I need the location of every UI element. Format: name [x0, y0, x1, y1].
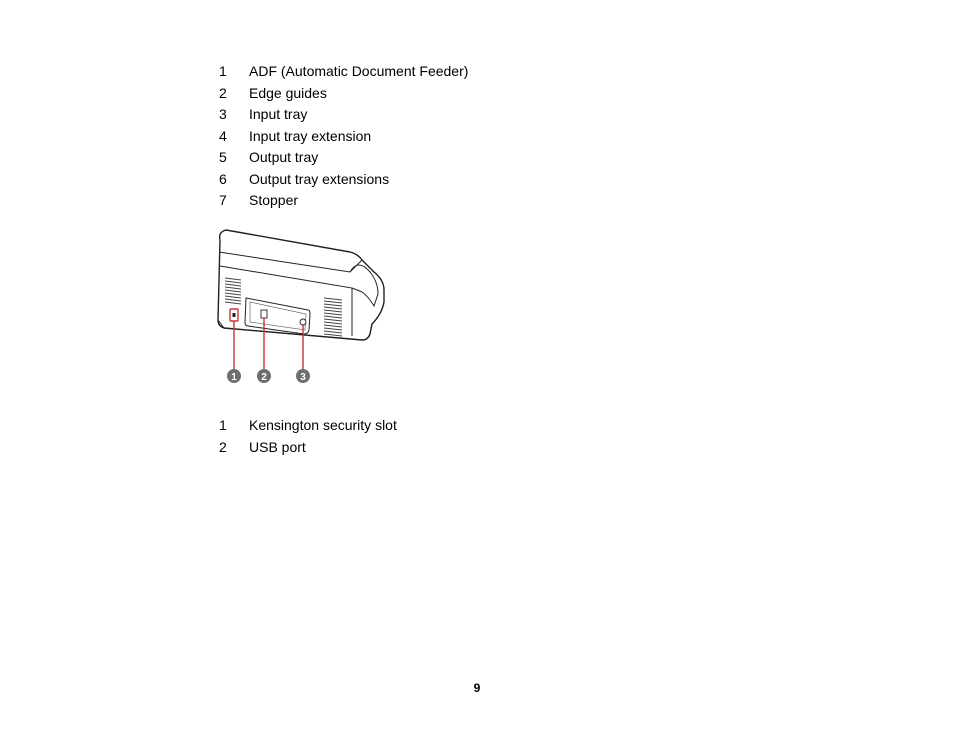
legend-number: 5 — [219, 149, 227, 165]
legend-number: 7 — [219, 192, 227, 208]
callout-badge-1 — [227, 369, 241, 383]
scanner-rear-illustration — [212, 226, 392, 388]
legend-text: Edge guides — [249, 84, 327, 101]
legend-text: Output tray extensions — [249, 170, 390, 187]
callout-label-1: 1 — [231, 372, 237, 383]
legend-number: 2 — [219, 84, 227, 101]
page-number: 9 — [473, 681, 481, 695]
legend-text: ADF (Automatic Document Feeder) — [249, 63, 469, 79]
usb-port-icon — [261, 310, 267, 318]
callout-badge-3 — [296, 369, 310, 383]
power-port-icon — [300, 319, 306, 325]
legend-number: 6 — [219, 170, 227, 187]
legend-number: 1 — [219, 417, 227, 433]
scanner-rear-figure — [212, 226, 392, 388]
legend-number: 2 — [219, 438, 227, 455]
legend-number: 1 — [219, 63, 227, 79]
legend-text: Stopper — [249, 192, 299, 208]
legend-number: 3 — [219, 106, 227, 122]
callout-label-3: 3 — [300, 372, 306, 383]
legend-text: USB port — [249, 438, 306, 455]
legend-number: 4 — [219, 127, 227, 144]
legend-text: Input tray — [249, 106, 308, 122]
callout-label-2: 2 — [261, 372, 267, 383]
legend-text: Input tray extension — [249, 127, 372, 144]
callout-badge-2 — [257, 369, 271, 383]
kensington-slot-hole — [233, 313, 236, 317]
legend-text: Kensington security slot — [249, 417, 397, 433]
legend-text: Output tray — [249, 149, 319, 165]
